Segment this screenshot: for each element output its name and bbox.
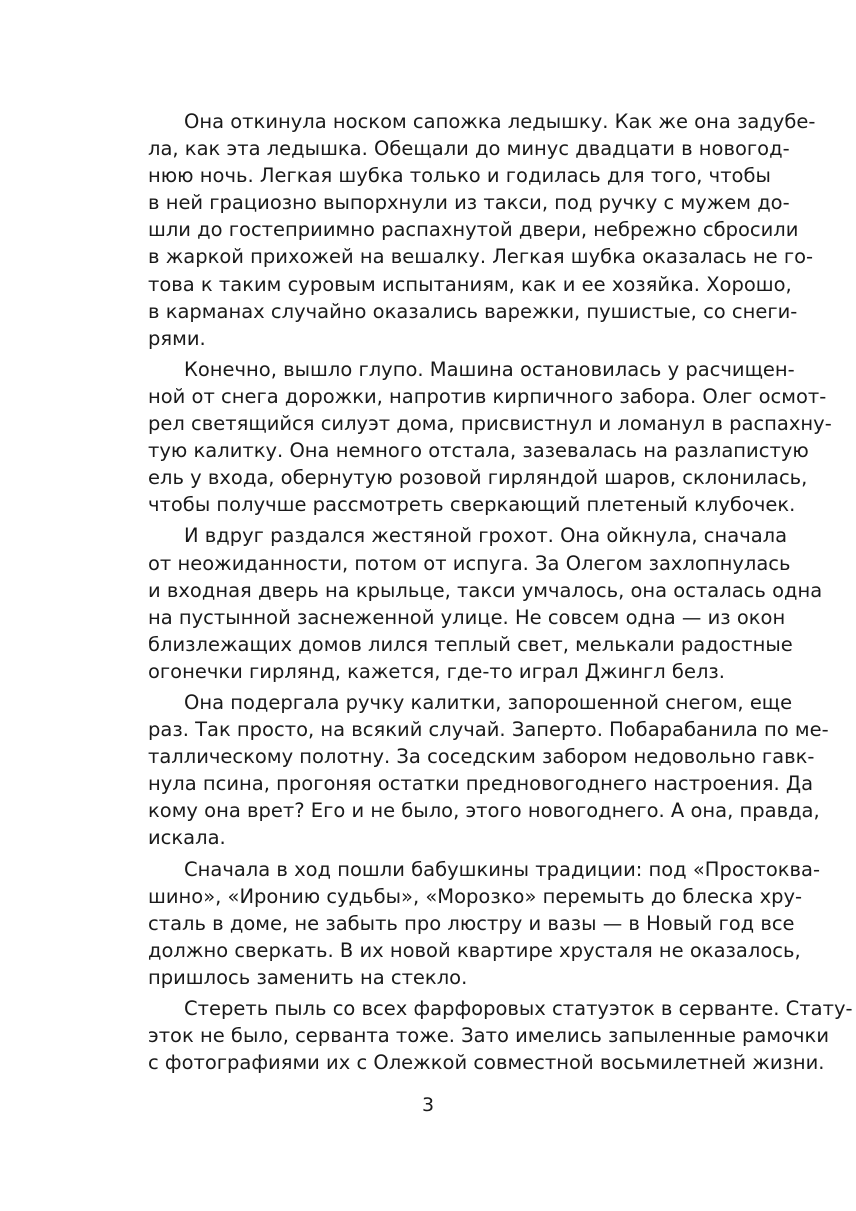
- text-line: близлежащих домов лился теплый свет, мелькали радостные: [148, 632, 793, 656]
- text-line: чтобы получше рассмотреть сверкающий плетеный клубочек.: [148, 493, 796, 517]
- paragraph: [148, 856, 821, 991]
- paragraph: [148, 995, 853, 1076]
- text-line: с фотографиями их с Олежкой совместной восьмилетней жизни.: [148, 1051, 825, 1075]
- page-number: 3: [421, 1094, 435, 1116]
- paragraph: [148, 108, 816, 352]
- text-line: таллическому полотну. За соседским забором недовольно гавк-: [148, 745, 815, 769]
- text-line: раз. Так просто, на всякий случай. Заперто. Побарабанила по ме-: [148, 718, 829, 742]
- text-line: нула псина, прогоняя остатки предновогоднего настроения. Да: [148, 772, 814, 796]
- text-line: И вдруг раздался жестяной грохот. Она ойкнула, сначала: [184, 524, 788, 548]
- text-line: в жаркой прихожей на вешалку. Легкая шубка оказалась не го-: [148, 245, 814, 269]
- text-line: и входная дверь на крыльце, такси умчалось, она осталась одна: [148, 578, 823, 602]
- text-line: огонечки гирлянд, кажется, где-то играл Джингл белз.: [148, 659, 725, 683]
- paragraph: [148, 522, 823, 685]
- text-line: от неожиданности, потом от испуга. За Олегом захлопнулась: [148, 551, 791, 575]
- text-line: шли до гостеприимно распахнутой двери, небрежно сбросили: [148, 218, 799, 242]
- text-line: ной от снега дорожки, напротив кирпичного забора. Олег осмот-: [148, 384, 827, 408]
- text-line: Конечно, вышло глупо. Машина остановилась у расчищен-: [184, 357, 795, 381]
- text-line: Сначала в ход пошли бабушкины традиции: под «Простоква-: [184, 857, 821, 881]
- text-line: нюю ночь. Легкая шубка только и годилась для того, чтобы: [148, 164, 771, 188]
- text-line: Она подергала ручку калитки, запорошенной снегом, еще: [184, 690, 793, 714]
- body-text: [148, 108, 853, 1076]
- text-line: Она откинула носком сапожка ледышку. Как же она задубе-: [184, 110, 816, 133]
- text-line: ель у входа, обернутую розовой гирляндой шаров, склонилась,: [148, 466, 808, 490]
- text-line: эток не было, серванта тоже. Зато имелись запыленные рамочки: [148, 1024, 829, 1048]
- text-line: това к таким суровым испытаниям, как и ее хозяйка. Хорошо,: [148, 272, 792, 296]
- text-line: в ней грациозно выпорхнули из такси, под ручку с мужем до-: [148, 191, 790, 215]
- text-line: Стереть пыль со всех фарфоровых статуэток в серванте. Стату-: [184, 997, 853, 1020]
- text-line: тую калитку. Она немного отстала, зазевалась на разлапистую: [148, 439, 809, 463]
- text-line: рями.: [148, 326, 206, 350]
- text-line: на пустынной заснеженной улице. Не совсем одна — из окон: [148, 605, 786, 629]
- text-line: должно сверкать. В их новой квартире хрусталя не оказалось,: [148, 938, 801, 962]
- text-line: шино», «Иронию судьбы», «Морозко» перемыть до блеска хру-: [148, 884, 803, 908]
- text-line: кому она врет? Его и не было, этого новогоднего. А она, правда,: [148, 799, 820, 823]
- text-line: рел светящийся силуэт дома, присвистнул и ломанул в распахну-: [148, 412, 832, 436]
- text-line: в карманах случайно оказались варежки, пушистые, со снеги-: [148, 299, 798, 323]
- paragraph: [148, 689, 829, 852]
- text-line: сталь в доме, не забыть про люстру и вазы — в Новый год все: [148, 911, 795, 935]
- paragraph: [148, 356, 832, 519]
- text-line: пришлось заменить на стекло.: [148, 965, 468, 989]
- text-line: ла, как эта ледышка. Обещали до минус двадцати в новогод-: [148, 137, 790, 161]
- text-line: искала.: [148, 826, 226, 850]
